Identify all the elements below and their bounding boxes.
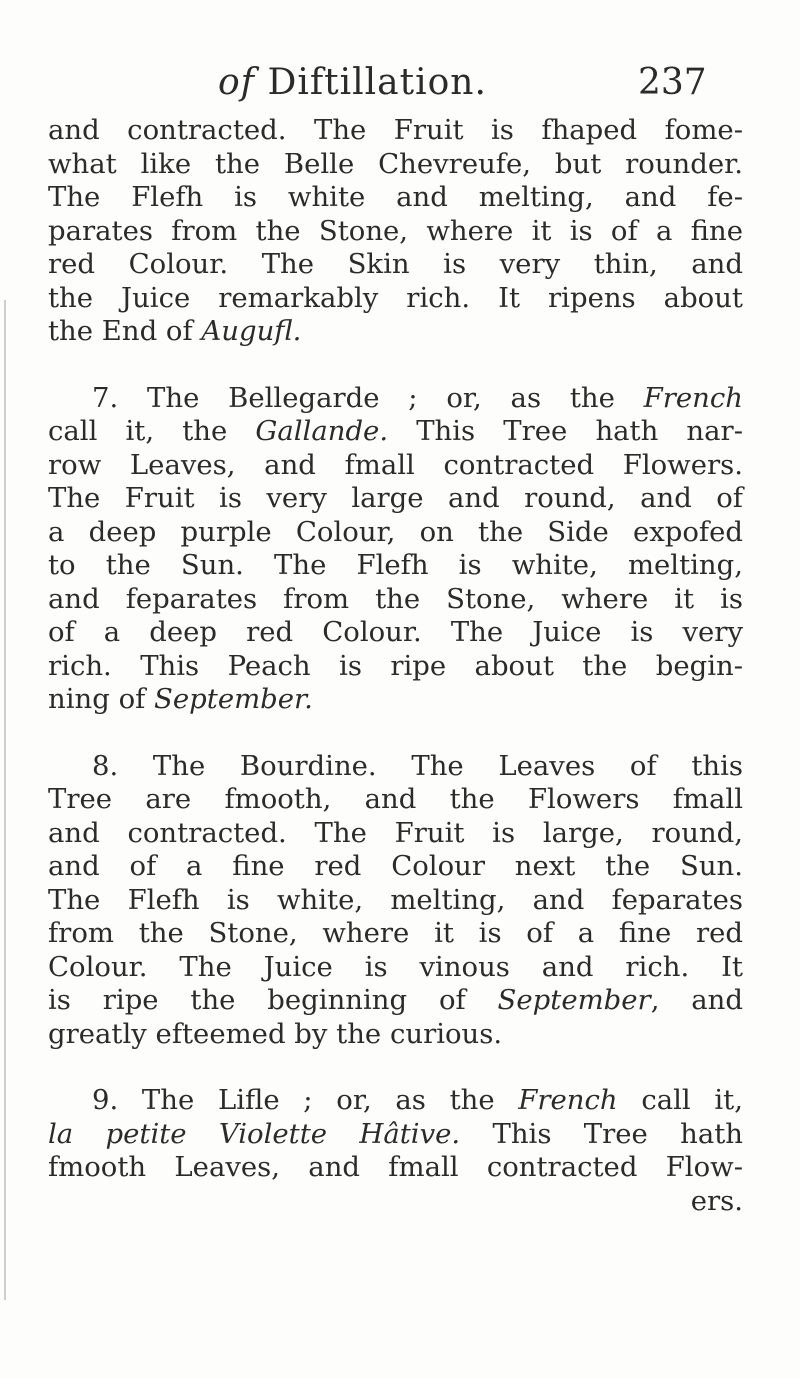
text-line: 8. The Bourdine. The Leaves of this xyxy=(92,749,743,782)
text-line: and of a fine red Colour next the Sun. xyxy=(48,850,743,882)
running-title-text: Diftillation. xyxy=(267,62,487,103)
text-line: a deep purple Colour, on the Side expofed xyxy=(48,515,743,548)
text-line: of a deep red Colour. The Juice is very xyxy=(48,616,743,648)
text-line: fmooth Leaves, and fmall contracted Flow- xyxy=(48,1151,743,1183)
text-line: 7. The Bellegarde ; or, as the French xyxy=(92,381,743,414)
running-title-of: of xyxy=(218,62,255,103)
text-line: from the Stone, where it is of a fine red xyxy=(48,917,743,949)
text-line: Tree are fmooth, and the Flowers fmall xyxy=(48,783,743,815)
text-line: greatly efteemed by the curious. xyxy=(48,1017,503,1050)
text-line: and contracted. The Fruit is fhaped fome- xyxy=(48,114,743,146)
text-line: red Colour. The Skin is very thin, and xyxy=(48,248,743,280)
page-margin-shadow xyxy=(4,300,6,1300)
paragraph-6-continued xyxy=(48,114,743,349)
text-line: The Flefh is white, melting, and feparates xyxy=(48,883,743,916)
text-line: call it, the Gallande. This Tree hath nar- xyxy=(48,415,743,447)
text-line: is ripe the beginning of September, and xyxy=(48,984,744,1016)
running-title xyxy=(218,62,487,103)
text-line: la petite Violette Hâtive. This Tree hath xyxy=(48,1117,743,1150)
text-line: ning of September. xyxy=(48,683,313,715)
text-line: row Leaves, and fmall contracted Flowers. xyxy=(48,448,743,481)
paragraph-8-bourdine xyxy=(48,750,743,1052)
text-line: rich. This Peach is ripe about the begin- xyxy=(48,649,743,682)
catchword: ers. xyxy=(690,1184,743,1217)
paragraph-9-lisle xyxy=(48,1084,743,1218)
running-header xyxy=(0,62,800,112)
text-line: the End of Augufl. xyxy=(48,315,302,347)
text-line: The Flefh is white and melting, and fe- xyxy=(48,181,743,213)
text-line: Colour. The Juice is vinous and rich. It xyxy=(48,950,743,983)
page-number: 237 xyxy=(638,62,707,103)
text-line: to the Sun. The Flefh is white, melting, xyxy=(48,549,743,581)
text-line: parates from the Stone, where it is of a fine xyxy=(48,214,743,247)
text-line: what like the Belle Chevreufe, but rounder. xyxy=(48,147,743,180)
text-line: the Juice remarkably rich. It ripens about xyxy=(48,281,743,314)
text-line: and feparates from the Stone, where it is xyxy=(48,582,743,615)
body-text xyxy=(48,114,743,1218)
text-line: and contracted. The Fruit is large, round, xyxy=(48,816,743,849)
text-line: 9. The Lifle ; or, as the French call it, xyxy=(92,1084,743,1116)
paragraph-7-bellegarde xyxy=(48,382,743,717)
text-line: The Fruit is very large and round, and of xyxy=(48,482,743,514)
